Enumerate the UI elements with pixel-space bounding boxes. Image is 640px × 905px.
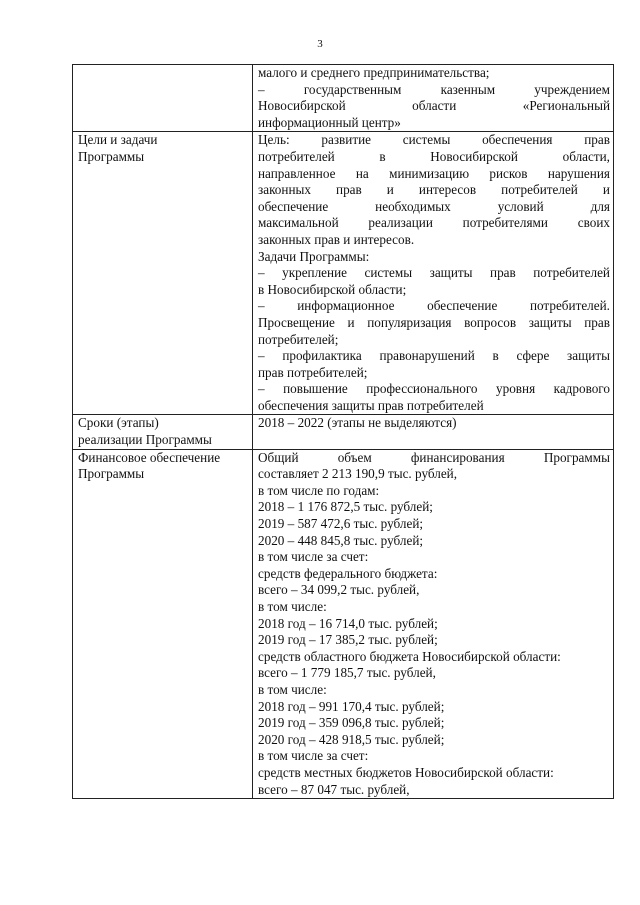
content-line: – укрепление системы защиты прав потребителей <box>258 265 610 281</box>
content-line: в том числе: <box>258 681 327 697</box>
row-content-cell <box>253 415 614 449</box>
content-line: 2019 – 587 472,6 тыс. рублей; <box>258 516 424 532</box>
content-line: Общий объем финансирования Программы <box>258 449 610 465</box>
row-label-line: Финансовое обеспечение <box>78 449 221 465</box>
program-passport-table <box>72 64 614 799</box>
content-line: 2018 год – 991 170,4 тыс. рублей; <box>258 698 445 714</box>
row-label-line: Цели и задачи <box>78 132 158 148</box>
content-line: законных прав и интересов. <box>258 231 415 247</box>
content-line: потребителей; <box>258 331 339 347</box>
row-content-cell <box>253 449 614 798</box>
content-line: – повышение профессионального уровня кадрового <box>258 381 610 397</box>
content-line: всего – 87 047 тыс. рублей, <box>258 781 410 797</box>
content-line: средств федерального бюджета: <box>258 565 438 581</box>
content-line: в том числе: <box>258 599 327 614</box>
content-line: Задачи Программы: <box>258 248 370 264</box>
row-label-cell <box>73 132 253 415</box>
content-line: составляет 2 213 190,9 тыс. рублей, <box>258 466 458 482</box>
table-row <box>73 132 614 415</box>
content-line: – профилактика правонарушений в сфере защиты <box>258 348 610 364</box>
content-line: в том числе за счет: <box>258 748 369 764</box>
page-number: 3 <box>317 38 323 50</box>
content-line: всего – 1 779 185,7 тыс. рублей, <box>258 665 436 681</box>
row-label-line: Программы <box>78 148 145 164</box>
content-line: Просвещение и популяризация вопросов защиты прав <box>258 314 610 330</box>
content-line: – государственным казенным учреждением <box>258 81 610 97</box>
content-line: направленное на минимизацию рисков нарушения <box>258 165 610 181</box>
row-label-line: реализации Программы <box>78 432 212 448</box>
content-line: в том числе по годам: <box>258 482 380 498</box>
content-line: – информационное обеспечение потребителей. <box>258 298 610 314</box>
row-label-line: Сроки (этапы) <box>78 415 159 431</box>
content-line: 2018 – 2022 (этапы не выделяются) <box>258 415 457 431</box>
row-label-cell <box>73 65 253 132</box>
content-line: малого и среднего предпринимательства; <box>258 65 490 80</box>
content-line: 2018 год – 16 714,0 тыс. рублей; <box>258 615 438 631</box>
content-line: обеспечения защиты прав потребителей <box>258 397 484 413</box>
content-line: Новосибирской области «Региональный <box>258 98 610 114</box>
content-line: 2018 – 1 176 872,5 тыс. рублей; <box>258 499 433 515</box>
content-line: Цель: развитие системы обеспечения прав <box>258 132 610 148</box>
content-line: средств местных бюджетов Новосибирской области: <box>258 764 554 780</box>
row-label-cell <box>73 449 253 798</box>
content-line: прав потребителей; <box>258 364 368 380</box>
content-line: 2019 год – 17 385,2 тыс. рублей; <box>258 632 438 648</box>
table-row <box>73 65 614 132</box>
row-content-cell <box>253 65 614 132</box>
table-row <box>73 449 614 798</box>
content-line: информационный центр» <box>258 114 401 130</box>
row-content-cell <box>253 132 614 415</box>
row-label-line: Программы <box>78 466 145 482</box>
table-row <box>73 415 614 449</box>
content-line: законных прав и интересов потребителей и <box>258 182 610 198</box>
content-line: максимальной реализации потребителями своих <box>258 215 610 231</box>
content-line: 2019 год – 359 096,8 тыс. рублей; <box>258 715 445 731</box>
content-line: обеспечение необходимых условий для <box>258 198 610 214</box>
content-line: в Новосибирской области; <box>258 281 407 297</box>
row-label-cell <box>73 415 253 449</box>
content-line: средств областного бюджета Новосибирской области: <box>258 648 561 664</box>
content-line: в том числе за счет: <box>258 549 369 565</box>
content-line: 2020 год – 428 918,5 тыс. рублей; <box>258 731 445 747</box>
content-line: потребителей в Новосибирской области, <box>258 148 610 164</box>
content-line: всего – 34 099,2 тыс. рублей, <box>258 582 420 598</box>
content-line: 2020 – 448 845,8 тыс. рублей; <box>258 532 424 548</box>
